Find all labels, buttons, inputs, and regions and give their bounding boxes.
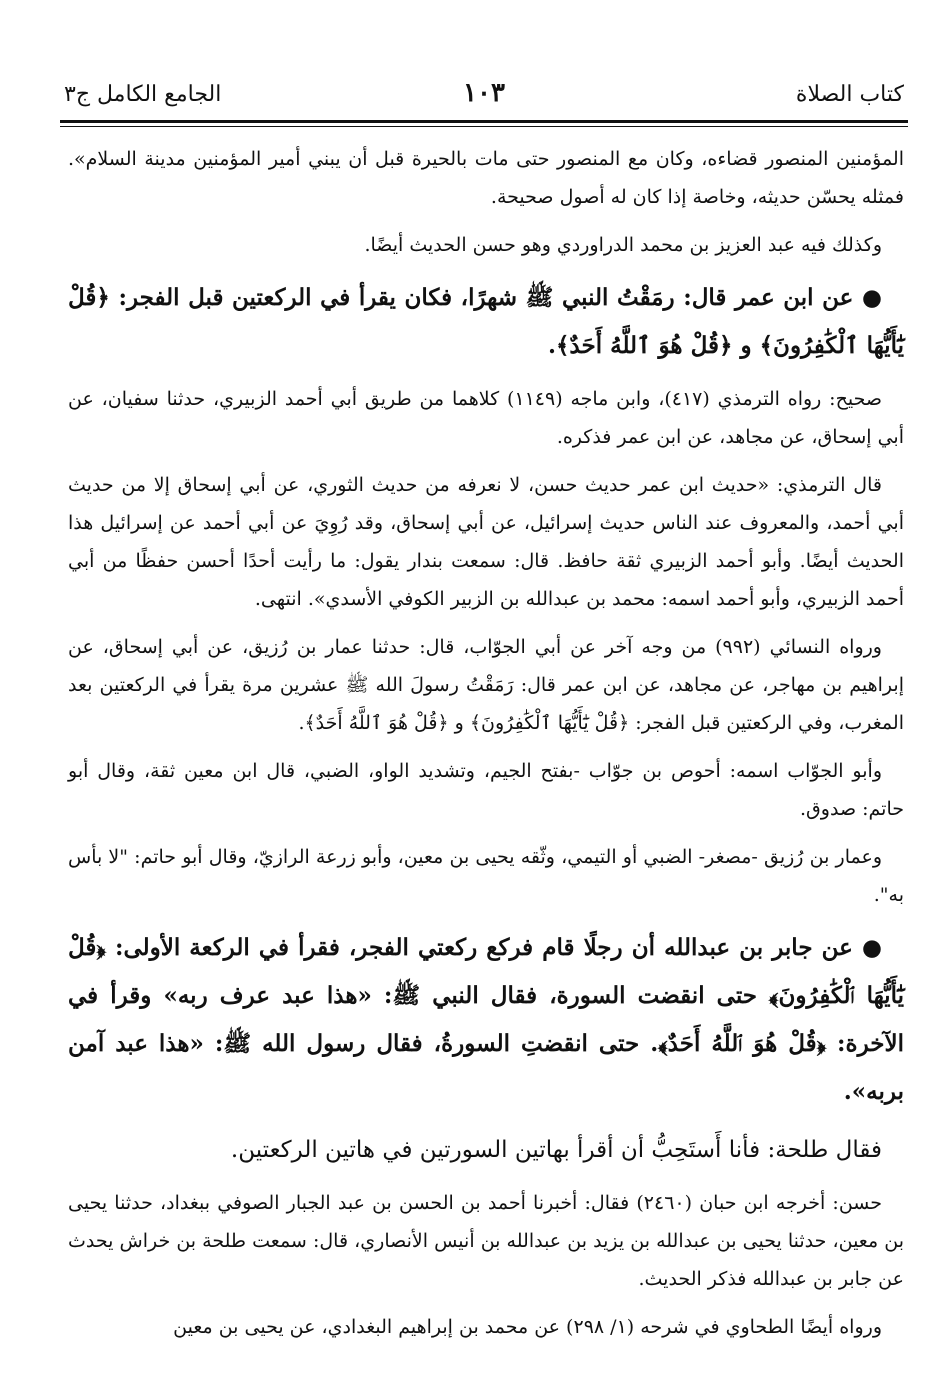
book-title: كتاب الصلاة: [795, 82, 904, 107]
header-divider: [60, 120, 908, 123]
header-divider-thin: [60, 126, 908, 127]
paragraph: وعمار بن رُزيق -مصغر- الضبي أو التيمي، وثّقه يحيى بن معين، وأبو زرعة الرازيّ، وقال أبو حاتم: "لا بأس به".: [68, 846, 904, 906]
paragraph: ورواه أيضًا الطحاوي في شرحه (١/ ٢٩٨) عن محمد بن إبراهيم البغدادي، عن يحيى بن معين: [173, 1316, 882, 1338]
paragraph: قال الترمذي: «حديث ابن عمر حديث حسن، لا نعرفه من حديث الثوري، عن أبي إسحاق إلا من حديث أبي أحمد، والمعروف عند الناس حديث إسرائيل، عن أبي إسحاق، وقد رُوِيَ عن أبي أحمد عن إسرائيل هذا الحديث أيضًا. وأبو أحمد الزبيري ثقة حافظ. قال: سمعت بندار يقول: ما رأيت أحدًا أحسن حفظًا من أبي أحمد الزبيري، وأبو أحمد اسمه: محمد بن عبدالله بن الزبير الكوفي الأسدي». انتهى.: [68, 474, 904, 610]
paragraph: صحيح: رواه الترمذي (٤١٧)، وابن ماجه (١١٤٩) كلاهما من طريق أبي أحمد الزبيري، حدثنا سفيان، عن أبي إسحاق، عن مجاهد، عن ابن عمر فذكره.: [68, 388, 904, 448]
paragraph: حسن: أخرجه ابن حبان (٢٤٦٠) فقال: أخبرنا أحمد بن الحسن بن عبد الجبار الصوفي ببغداد، حدثنا يحيى بن معين، حدثنا يحيى بن عبدالله بن يزيد بن عبدالله بن أنيس الأنصاري، قال: سمعت طلحة بن خراش يحدث عن جابر بن عبدالله فذكر الحديث.: [68, 1192, 904, 1290]
hadith-text: ● عن جابر بن عبدالله أن رجلًا قام فركع ركعتي الفجر، فقرأ في الركعة الأولى: ﴿قُلْ يَٰٓأَيُّهَا ٱلْكَٰفِرُونَ﴾ حتى انقضت السورة، فقال النبي ﷺ: «هذا عبد عرف ربه» وقرأ في الآخرة: ﴿قُلْ هُوَ ٱللَّهُ أَحَدٌ﴾. حتى انقضتِ السورةُ، فقال رسول الله ﷺ: «هذا عبد آمن بربه».: [68, 934, 904, 1105]
page-number: ١٠٣: [463, 78, 505, 108]
paragraph: وأبو الجوّاب اسمه: أحوص بن جوّاب -بفتح الجيم، وتشديد الواو، الضبي، قال ابن معين ثقة، وقال أبو حاتم: صدوق.: [68, 760, 904, 820]
paragraph: ورواه النسائي (٩٩٢) من وجه آخر عن أبي الجوّاب، قال: حدثنا عمار بن رُزيق، عن أبي إسحاق، عن إبراهيم بن مهاجر، عن مجاهد، عن ابن عمر قال: رَمَقْتُ رسولَ الله ﷺ عشرين مرة يقرأ في الركعتين بعد المغرب، وفي الركعتين قبل الفجر: ﴿قُلْ يَٰٓأَيُّهَا ٱلْكَٰفِرُونَ﴾ و ﴿قُلْ هُوَ ٱللَّهُ أَحَدٌ﴾.: [68, 636, 904, 734]
volume-title: الجامع الكامل ج٣: [64, 82, 222, 107]
paragraph: المؤمنين المنصور قضاءه، وكان مع المنصور حتى مات بالحيرة قبل أن يبني أمير المؤمنين مدينة السلام». فمثله يحسّن حديثه، وخاصة إذا كان له أصول صحيحة.: [68, 148, 904, 208]
hadith-text: ● عن ابن عمر قال: رمَقْتُ النبي ﷺ شهرًا، فكان يقرأ في الركعتين قبل الفجر: ﴿قُلْ يَٰٓأَيُّهَا ٱلْكَٰفِرُونَ﴾ و ﴿قُلْ هُوَ ٱللَّهُ أَحَدٌ﴾.: [68, 284, 904, 359]
paragraph: وكذلك فيه عبد العزيز بن محمد الدراوردي وهو حسن الحديث أيضًا.: [364, 234, 882, 256]
page-body: [68, 140, 904, 1356]
hadith-text: فقال طلحة: فأنا أَستَحِبُّ أن أقرأ بهاتين السورتين في هاتين الركعتين.: [230, 1137, 882, 1163]
page-header: [64, 78, 904, 114]
